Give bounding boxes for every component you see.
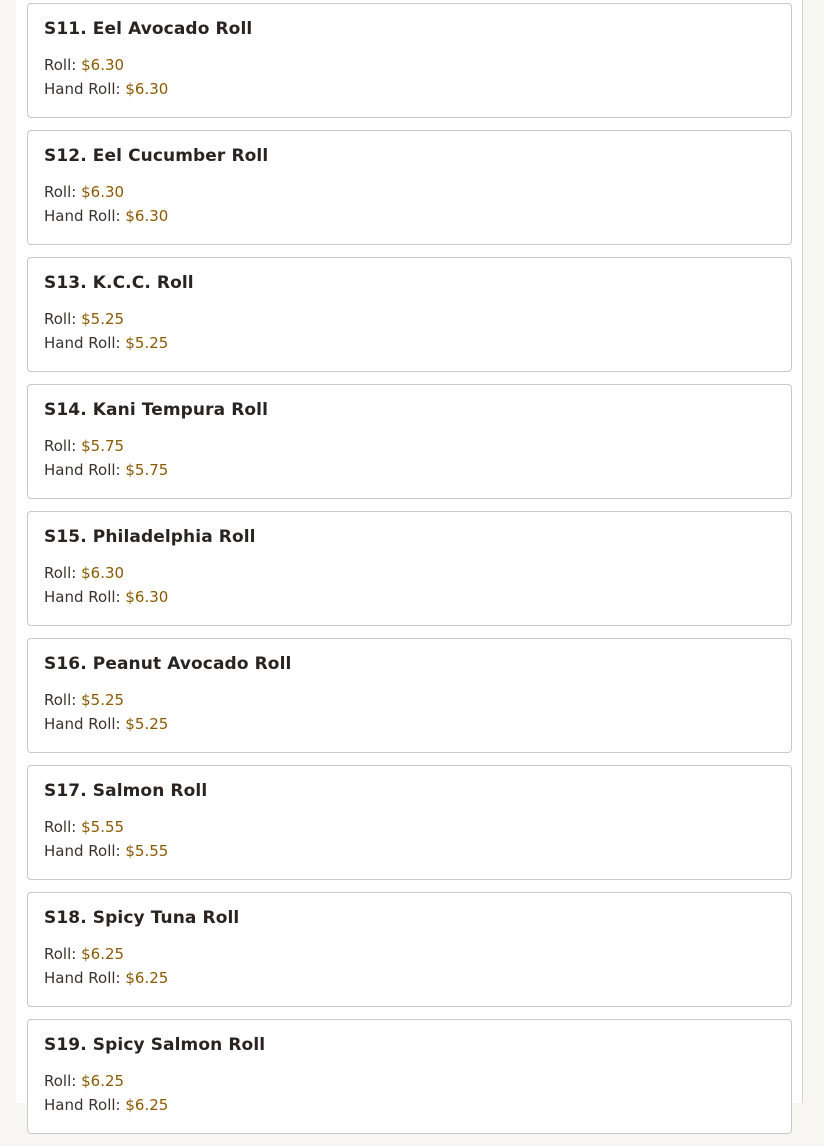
roll-price-value: $5.25 bbox=[81, 691, 125, 709]
hand-roll-price-value: $5.25 bbox=[125, 715, 169, 733]
menu-item-card[interactable] bbox=[27, 384, 792, 499]
roll-price-label: Roll: bbox=[44, 691, 77, 709]
roll-price-value: $5.75 bbox=[81, 437, 125, 455]
hand-roll-price-value: $5.25 bbox=[125, 334, 169, 352]
menu-item-name: S11. Eel Avocado Roll bbox=[44, 19, 253, 39]
roll-price-label: Roll: bbox=[44, 56, 77, 74]
roll-price-line bbox=[44, 437, 124, 455]
roll-price-value: $6.30 bbox=[81, 183, 125, 201]
hand-roll-price-value: $5.75 bbox=[125, 461, 169, 479]
roll-price-label: Roll: bbox=[44, 945, 77, 963]
menu-item-list bbox=[27, 3, 792, 1146]
roll-price-line bbox=[44, 183, 124, 201]
hand-roll-price-label: Hand Roll: bbox=[44, 588, 121, 606]
hand-roll-price-label: Hand Roll: bbox=[44, 461, 121, 479]
menu-item-name: S13. K.C.C. Roll bbox=[44, 273, 194, 293]
hand-roll-price-label: Hand Roll: bbox=[44, 715, 121, 733]
menu-item-card[interactable] bbox=[27, 892, 792, 1007]
menu-item-card[interactable] bbox=[27, 765, 792, 880]
roll-price-line bbox=[44, 818, 124, 836]
roll-price-line bbox=[44, 1072, 124, 1090]
hand-roll-price-label: Hand Roll: bbox=[44, 1096, 121, 1114]
roll-price-line bbox=[44, 310, 124, 328]
hand-roll-price-line bbox=[44, 1096, 168, 1114]
menu-item-name: S18. Spicy Tuna Roll bbox=[44, 908, 240, 928]
roll-price-value: $6.25 bbox=[81, 945, 125, 963]
hand-roll-price-label: Hand Roll: bbox=[44, 80, 121, 98]
panel-gutter bbox=[0, 0, 16, 1103]
roll-price-line bbox=[44, 564, 124, 582]
roll-price-value: $6.25 bbox=[81, 1072, 125, 1090]
hand-roll-price-line bbox=[44, 80, 168, 98]
hand-roll-price-value: $6.25 bbox=[125, 1096, 169, 1114]
menu-item-card[interactable] bbox=[27, 511, 792, 626]
menu-item-name: S17. Salmon Roll bbox=[44, 781, 208, 801]
hand-roll-price-value: $6.30 bbox=[125, 80, 169, 98]
roll-price-label: Roll: bbox=[44, 1072, 77, 1090]
menu-item-card[interactable] bbox=[27, 257, 792, 372]
hand-roll-price-value: $6.25 bbox=[125, 969, 169, 987]
roll-price-value: $6.30 bbox=[81, 564, 125, 582]
hand-roll-price-label: Hand Roll: bbox=[44, 207, 121, 225]
hand-roll-price-value: $6.30 bbox=[125, 588, 169, 606]
menu-item-card[interactable] bbox=[27, 1019, 792, 1134]
hand-roll-price-line bbox=[44, 969, 168, 987]
hand-roll-price-label: Hand Roll: bbox=[44, 969, 121, 987]
menu-item-card[interactable] bbox=[27, 130, 792, 245]
roll-price-line bbox=[44, 56, 124, 74]
menu-item-name: S15. Philadelphia Roll bbox=[44, 527, 256, 547]
hand-roll-price-value: $6.30 bbox=[125, 207, 169, 225]
hand-roll-price-line bbox=[44, 842, 168, 860]
hand-roll-price-label: Hand Roll: bbox=[44, 842, 121, 860]
roll-price-line bbox=[44, 691, 124, 709]
hand-roll-price-label: Hand Roll: bbox=[44, 334, 121, 352]
hand-roll-price-line bbox=[44, 334, 168, 352]
menu-item-name: S14. Kani Tempura Roll bbox=[44, 400, 269, 420]
menu-item-name: S12. Eel Cucumber Roll bbox=[44, 146, 269, 166]
roll-price-label: Roll: bbox=[44, 564, 77, 582]
menu-item-name: S16. Peanut Avocado Roll bbox=[44, 654, 292, 674]
hand-roll-price-line bbox=[44, 207, 168, 225]
hand-roll-price-value: $5.55 bbox=[125, 842, 169, 860]
hand-roll-price-line bbox=[44, 588, 168, 606]
roll-price-line bbox=[44, 945, 124, 963]
roll-price-value: $5.25 bbox=[81, 310, 125, 328]
roll-price-value: $6.30 bbox=[81, 56, 125, 74]
hand-roll-price-line bbox=[44, 715, 168, 733]
roll-price-value: $5.55 bbox=[81, 818, 125, 836]
roll-price-label: Roll: bbox=[44, 437, 77, 455]
menu-item-name: S19. Spicy Salmon Roll bbox=[44, 1035, 266, 1055]
hand-roll-price-line bbox=[44, 461, 168, 479]
menu-item-card[interactable] bbox=[27, 3, 792, 118]
roll-price-label: Roll: bbox=[44, 818, 77, 836]
menu-item-card[interactable] bbox=[27, 638, 792, 753]
roll-price-label: Roll: bbox=[44, 310, 77, 328]
roll-price-label: Roll: bbox=[44, 183, 77, 201]
